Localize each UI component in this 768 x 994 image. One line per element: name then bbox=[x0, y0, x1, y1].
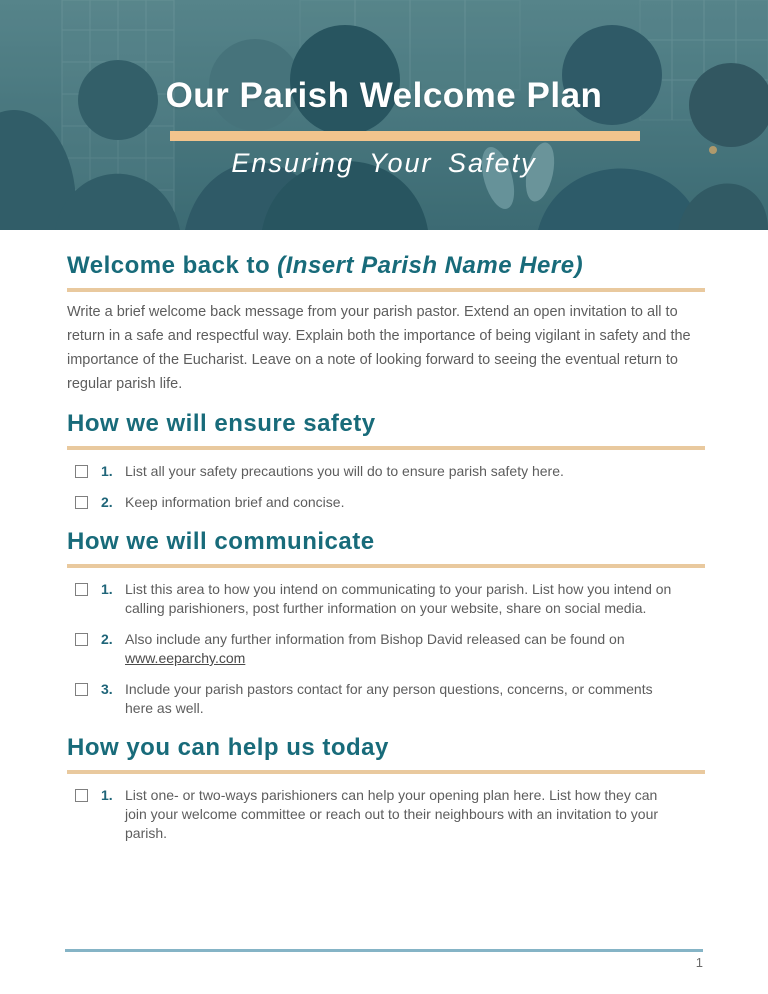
header-accent-bar bbox=[170, 131, 640, 141]
document-title: Our Parish Welcome Plan bbox=[165, 76, 603, 115]
checkbox[interactable] bbox=[75, 633, 88, 646]
checkbox[interactable] bbox=[75, 789, 88, 802]
document-body bbox=[67, 230, 705, 843]
checklist-item bbox=[67, 580, 705, 618]
item-text: Keep information brief and concise. bbox=[125, 494, 345, 510]
item-text: List one- or two-ways parishioners can help your opening plan here. List how they can join your welcome committee or reach out to their neighbours with an invitation to your parish. bbox=[125, 787, 659, 841]
intro-paragraph: Write a brief welcome back message from your parish pastor. Extend an open invitation to all to return in a safe and respectful way. Explain both the importance of being vigilant in safety and the importance of the Eucharist. Leave on a note of looking forward to seeing the eventual return to regular parish life. bbox=[67, 304, 691, 392]
checklist-item bbox=[67, 786, 705, 843]
section-heading-welcome bbox=[67, 252, 705, 292]
section-communicate bbox=[67, 528, 705, 718]
item-number: 1. bbox=[101, 463, 113, 479]
item-number: 1. bbox=[101, 787, 113, 803]
item-text: Include your parish pastors contact for any person questions, concerns, or comments here as well. bbox=[125, 681, 653, 716]
item-number: 2. bbox=[101, 494, 113, 510]
heading-placeholder-text: (Insert Parish Name Here) bbox=[277, 252, 584, 279]
item-number: 3. bbox=[101, 681, 113, 697]
item-number: 1. bbox=[101, 581, 113, 597]
footer-divider bbox=[65, 949, 703, 952]
heading-text: Welcome back to bbox=[67, 252, 271, 279]
item-number: 2. bbox=[101, 631, 113, 647]
section-help-today bbox=[67, 734, 705, 843]
section-heading-communicate: How we will communicate bbox=[67, 528, 705, 568]
checklist-item bbox=[67, 680, 705, 718]
item-text: List this area to how you intend on communicating to your parish. List how you intend on calling parishioners, post further information on your website, share on social media. bbox=[125, 581, 672, 616]
checklist-item bbox=[67, 630, 705, 668]
section-ensure-safety bbox=[67, 410, 705, 512]
item-text: List all your safety precautions you will do to ensure parish safety here. bbox=[125, 463, 564, 479]
communicate-checklist bbox=[67, 580, 705, 718]
page-footer bbox=[65, 949, 703, 970]
section-heading-safety: How we will ensure safety bbox=[67, 410, 705, 450]
checklist-item bbox=[67, 493, 705, 512]
help-checklist bbox=[67, 786, 705, 843]
section-welcome-back bbox=[67, 252, 705, 396]
item-text-prefix: Also include any further information from Bishop David released can be found on bbox=[125, 631, 625, 647]
checkbox[interactable] bbox=[75, 465, 88, 478]
safety-checklist bbox=[67, 462, 705, 512]
section-heading-help: How you can help us today bbox=[67, 734, 705, 774]
checkbox[interactable] bbox=[75, 583, 88, 596]
checkbox[interactable] bbox=[75, 496, 88, 509]
eeparchy-link[interactable]: www.eeparchy.com bbox=[125, 650, 246, 666]
item-text bbox=[125, 630, 681, 668]
header-banner bbox=[0, 0, 768, 230]
checkbox[interactable] bbox=[75, 683, 88, 696]
checklist-item bbox=[67, 462, 705, 481]
page-number: 1 bbox=[695, 955, 703, 970]
document-subtitle: Ensuring Your Safety bbox=[231, 148, 537, 178]
